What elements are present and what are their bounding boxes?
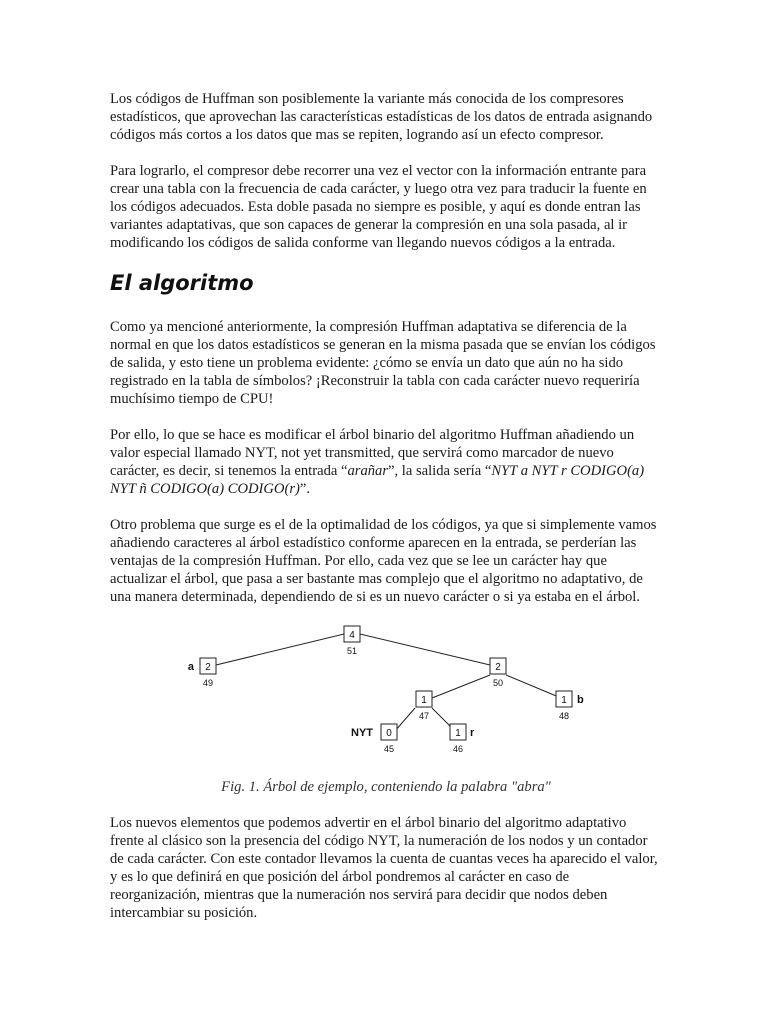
node-weight-root: 4 (349, 630, 355, 641)
node-symbol-a: a (187, 661, 194, 673)
paragraph-new-elements: Los nuevos elementos que podemos advertir en el árbol binario del algoritmo adaptativo frente al clásico son la presencia del código NYT, la numeración de los nodos y un contador de cada carácter. Con este contador llevamos la cuenta de cuantas veces ha aparecido el valor, y es lo que definirá en que posición del árbol pondremos al carácter en caso de reorganización, mientras que la numeración nos servirá para decidir que nodos deben intercambiar su posición. (110, 815, 658, 921)
node-weight-47: 1 (421, 695, 427, 706)
edge-n47-nyt (395, 708, 415, 731)
edge-root-n50 (360, 634, 490, 665)
example-input-word: arañar (347, 463, 389, 479)
paragraph-adaptive: Como ya mencioné anteriormente, la compresión Huffman adaptativa se diferencia de la normal en que los datos estadísticos se generan en la misma pasada que se envían los códigos de salida, y esto tiene un problema evidente: ¿cómo se envía un dato que aún no ha sido registrado en la tabla de símbolos? ¡Reconstruir la tabla con cada carácter nuevo requeriría muchísimo tiempo de CPU! (110, 319, 656, 407)
node-symbol-b: b (577, 694, 584, 706)
node-symbol-r: r (470, 727, 475, 739)
nyt-text-mid: ”, la salida sería “ (388, 463, 492, 479)
edge-root-a (216, 634, 344, 665)
paragraph-optimality: Otro problema que surge es el de la optimalidad de los códigos, ya que si simplemente vamos añadiendo caracteres al árbol estadístico conforme aparecen en la entrada, se perderían las ventajas de la compresión Huffman. Por ello, cada vez que se lee un carácter hay que actualizar el árbol, que pasa a ser bastante mas complejo que el algoritmo no adaptativo, de una manera determinada, dependiendo de si es un nuevo carácter o si ya estaba en el árbol. (110, 517, 657, 605)
node-number-root: 51 (346, 646, 358, 656)
huffman-tree-diagram (110, 624, 662, 774)
tree-edges (216, 634, 561, 731)
node-number-r: 46 (452, 744, 464, 754)
node-number-50: 50 (492, 678, 504, 688)
node-number-nyt: 45 (383, 744, 395, 754)
figure-caption: Fig. 1. Árbol de ejemplo, conteniendo la palabra "abra" (221, 779, 551, 795)
example-output-sequence: NYT a NYT r CODIGO(a) NYT ñ CODIGO(a) CODIGO(r) (110, 463, 645, 497)
node-weight-a: 2 (205, 662, 211, 673)
node-symbol-nyt: NYT (351, 727, 373, 739)
node-weight-b: 1 (561, 695, 567, 706)
edge-n50-b (506, 675, 561, 698)
paragraph-nyt (110, 426, 662, 498)
node-weight-nyt: 0 (386, 728, 392, 739)
edge-n50-n47 (432, 675, 490, 698)
node-number-47: 47 (418, 711, 430, 721)
node-weight-50: 2 (495, 662, 501, 673)
huffman-tree-figure (110, 624, 662, 774)
nyt-text-end: ”. (299, 481, 311, 497)
node-number-a: 49 (202, 678, 214, 688)
paragraph-two-pass: Para lograrlo, el compresor debe recorrer una vez el vector con la información entrante para crear una tabla con la frecuencia de cada carácter, y luego otra vez para traducir la fuente en los códigos adecuados. Esta doble pasada no siempre es posible, y aquí es donde entran las variantes adaptativas, que son capaces de generar la compresión en una sola pasada, al ir modificando los códigos de salida conforme van llegando nuevos códigos a la entrada. (110, 163, 647, 251)
node-weight-r: 1 (455, 728, 461, 739)
section-heading: El algoritmo (110, 271, 254, 295)
paragraph-intro: Los códigos de Huffman son posiblemente la variante más conocida de los compresores estadísticos, que aprovechan las características estadísticas de los datos de entrada asignando códigos más cortos a los datos que mas se repiten, logrando así un efecto compresor. (110, 91, 653, 143)
document-page (110, 90, 662, 940)
nyt-text-start: Por ello, lo que se hace es modificar el árbol binario del algoritmo Huffman añadiendo un valor especial llamado NYT, not yet transmitted, que servirá como marcador de nuevo carácter, es decir, si tenemos la entrada “ (110, 427, 635, 479)
node-number-b: 48 (558, 711, 570, 721)
